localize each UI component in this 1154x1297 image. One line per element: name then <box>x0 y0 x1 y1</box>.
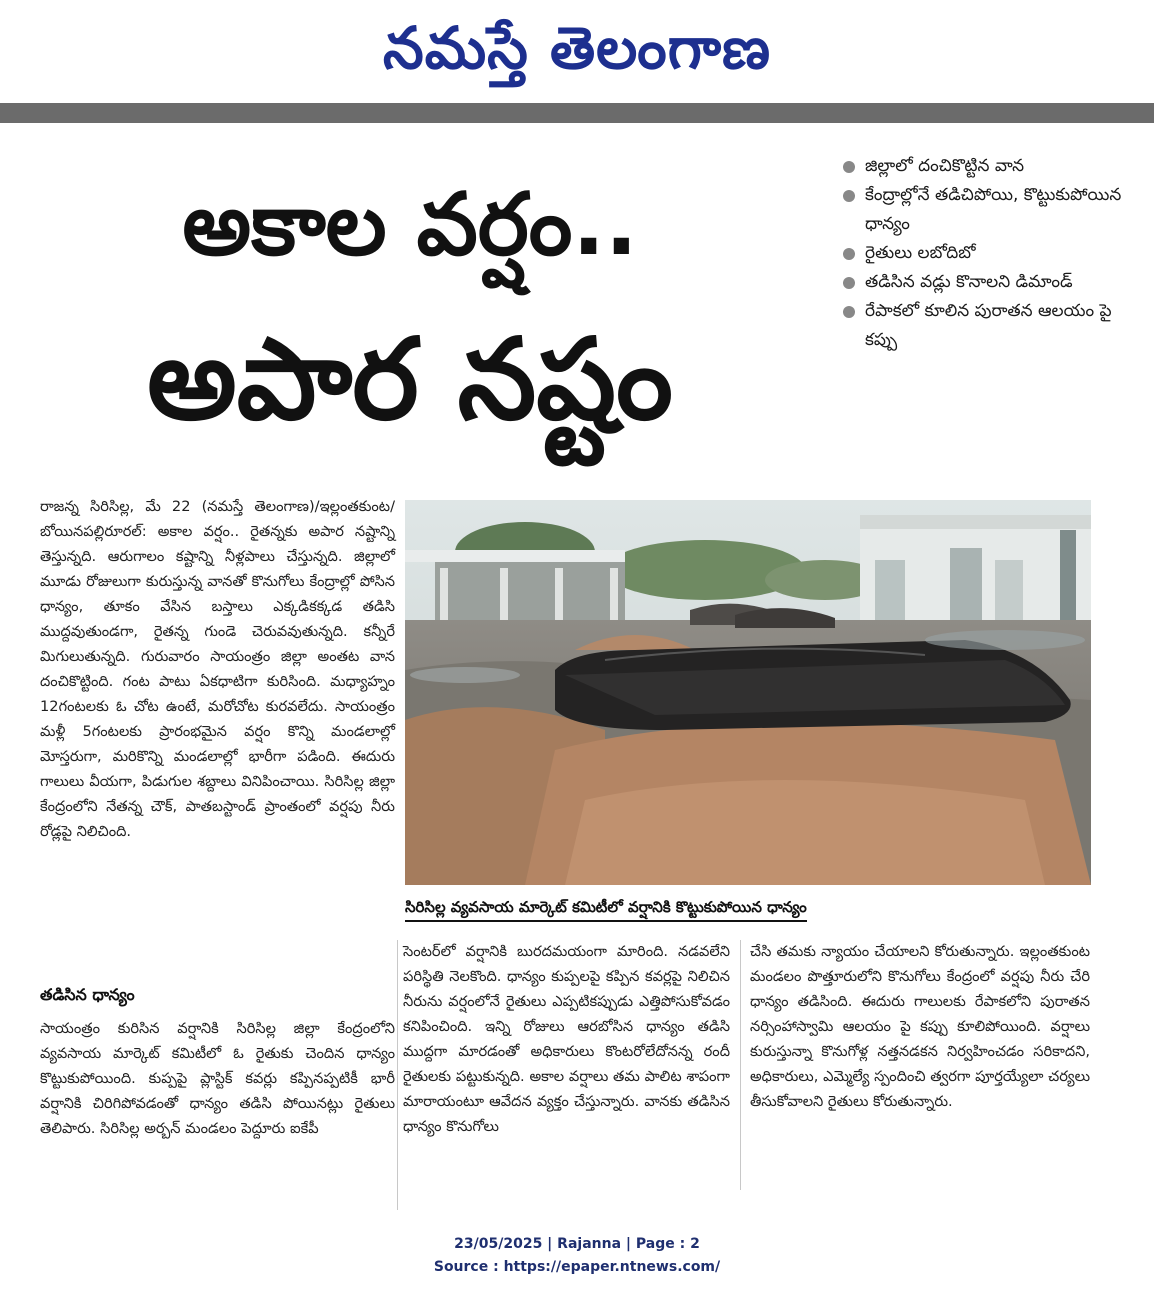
highlight-item: తడిసిన వడ్లు కొనాలని డిమాండ్ <box>843 268 1143 297</box>
article-column-left-bottom <box>40 1016 395 1141</box>
column-divider <box>397 940 398 1210</box>
column-divider <box>740 940 741 1190</box>
article-column-left-top <box>40 494 395 844</box>
article-paragraph: సెంటర్‌లో వర్షానికి బురదమయంగా మారింది. నడవలేని పరిస్థితి నెలకొంది. ధాన్యం కుప్పలపై కప్పిన కవర్లపై నిలిచిన నీరును వర్షంలోనే రైతులు ఎప్పటికప్పుడు ఎత్తిపోసుకోవడం కనిపించింది. ఇన్ని రోజులు ఆరబోసిన ధాన్యం తడిసి ముద్దగా మారడంతో అధికారులు కొంటరోలేదోనన్న రందీ రైతులకు పట్టుకున్నది. అకాల వర్షాలు తమ పాలిట శాపంగా మారాయంటూ ఆవేదన వ్యక్తం చేస్తున్నారు. వానకు తడిసిన ధాన్యం కొనుగోలు <box>403 943 730 1135</box>
article-paragraph: రాజన్న సిరిసిల్ల, మే 22 (నమస్తే తెలంగాణ)/ఇల్లంతకుంట/బోయినపల్లిరూరల్: అకాల వర్షం.. రైతన్నకు అపార నష్టాన్ని తెస్తున్నది. ఆరుగాలం కష్టాన్ని నీళ్లపాలు చేస్తున్నది. జిల్లాలో మూడు రోజులుగా కురుస్తున్న వానతో కొనుగోలు కేంద్రాల్లో పోసిన ధాన్యం, తూకం వేసిన బస్తాలు ఎక్కడికక్కడ తడిసి ముద్దవుతుండగా, రైతన్న గుండె చెరువవుతున్నది. కన్నీరే మిగులుతున్నది. గురువారం సాయంత్రం జిల్లా అంతట వాన దంచికొట్టింది. గంట పాటు ఏకధాటిగా కురిసింది. మధ్యాహ్నం 12గంటలకు ఓ చోట ఉంటే, మరోచోట కురవలేదు. సాయంత్రం మళ్లీ 5గంటలకు ప్రారంభమైన వర్షం కొన్ని మండలాల్లో మోస్తరుగా, మరికొన్ని మండలాల్లో భారీగా పడింది. ఈదురు గాలులు వీయగా, పిడుగుల శబ్దాలు వినిపించాయి. సిరిసిల్ల జిల్లా కేంద్రంలోని నేతన్న చౌక్, పాతబస్టాండ్ ప్రాంతంలో వర్షపు నీరు రోడ్లపై నిలిచింది. <box>40 498 395 840</box>
highlights-list <box>843 152 1143 355</box>
masthead <box>0 0 1154 100</box>
highlight-item: రేపాకలో కూలిన పురాతన ఆలయం పై కప్పు <box>843 297 1143 355</box>
article-paragraph: చేసి తమకు న్యాయం చేయాలని కోరుతున్నారు. ఇల్లంతకుంట మండలం పొత్తూరులోని కొనుగోలు కేంద్రంలో వర్షపు నీరు చేరి ధాన్యం తడిసింది. ఈదురు గాలులకు రేపాకలోని పురాతన నర్సింహాస్వామి ఆలయం పై కప్పు కూలిపోయింది. వర్షాలు కురుస్తున్నా కొనుగోళ్ల నత్తనడకన నిర్వహించడం సరికాదని, అధికారులు, ఎమ్మెల్యే స్పందించి త్వరగా పూర్తయ్యేలా చర్యలు తీసుకోవాలని రైతులు కోరుతున్నారు. <box>750 943 1090 1110</box>
article-paragraph: సాయంత్రం కురిసిన వర్షానికి సిరిసిల్ల జిల్లా కేంద్రంలోని వ్యవసాయ మార్కెట్ కమిటీలో ఓ రైతుకు చెందిన ధాన్యం కొట్టుకుపోయింది. కుప్పపై ప్లాస్టిక్ కవర్లు కప్పినప్పటికీ భారీ వర్షానికి చిరిగిపోవడంతో ధాన్యం తడిసి పోయినట్లు రైతులు తెలిపారు. సిరిసిల్ల అర్బన్ మండలం పెద్దూరు ఐకేపీ <box>40 1020 395 1137</box>
highlight-item: కేంద్రాల్లోనే తడిచిపోయి, కొట్టుకుపోయిన ధాన్యం <box>843 181 1143 239</box>
news-photo <box>405 500 1091 885</box>
bullet-dot-icon <box>843 190 855 202</box>
highlight-item: జిల్లాలో దంచికొట్టిన వాన <box>843 152 1143 181</box>
article-column-middle <box>403 939 730 1139</box>
footer-date-page: 23/05/2025 | Rajanna | Page : 2 <box>454 1236 700 1252</box>
masthead-divider-bar <box>0 103 1154 123</box>
newspaper-logo: నమస్తే తెలంగాణ <box>383 14 771 82</box>
bullet-dot-icon <box>843 277 855 289</box>
photo-caption: సిరిసిల్ల వ్యవసాయ మార్కెట్ కమిటీలో వర్షానికి కొట్టుకుపోయిన ధాన్యం <box>405 889 1091 925</box>
bullet-dot-icon <box>843 306 855 318</box>
highlight-item: రైతులు లబోదిబో <box>843 239 1143 268</box>
bullet-dot-icon <box>843 161 855 173</box>
bullet-dot-icon <box>843 248 855 260</box>
article-column-right <box>750 939 1090 1114</box>
page-footer <box>0 1233 1154 1279</box>
headline-line-2: అపార నష్టం <box>147 315 673 445</box>
article-subheading: తడిసిన ధాన్యం <box>40 985 135 1004</box>
footer-source-link[interactable]: Source : https://epaper.ntnews.com/ <box>433 1259 721 1275</box>
headline-line-1: అకాల వర్షం.. <box>182 175 638 275</box>
